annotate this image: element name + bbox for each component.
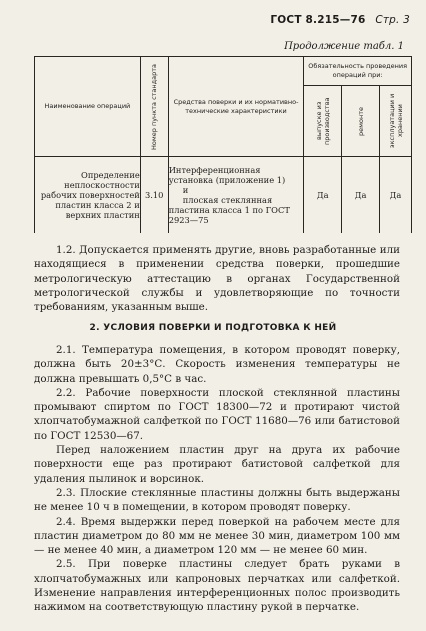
table-row (35, 157, 412, 233)
standard-number: ГОСТ 8.215—76 (270, 14, 366, 26)
header-release: выпуске из производства (304, 86, 342, 157)
page-number: Стр. 3 (375, 14, 410, 26)
table-caption: Продолжение табл. 1 (284, 41, 404, 52)
cell-operation-storage: Да (380, 157, 412, 233)
paragraph-2-1: 2.1. Температура помещения, в котором проводят поверку, должна быть 20±3°С. Скорость изменения температуры не должна превышать 0,5°С в час. (34, 344, 400, 385)
cell-repair: Да (342, 157, 380, 233)
cell-operation: Определение неплоскостности рабочих поверхностей пластин класса 2 и верхних пластин (35, 157, 141, 233)
means-line-1: Интерференционная установка (приложение 1) (168, 164, 286, 185)
header-obligation-group: Обязательность проведения операций при: (304, 57, 412, 86)
means-and: и (182, 184, 189, 195)
cell-release: Да (304, 157, 342, 233)
section-2-body (34, 343, 400, 615)
means-line-2: плоская стеклянная пластина класса 1 по ГОСТ 2923—75 (168, 194, 290, 225)
paragraph-2-3: 2.3. Плоские стеклянные пластины должны быть выдержаны не менее 10 ч в помещении, в котором проводят поверку. (34, 486, 400, 514)
table-header-row (35, 57, 412, 86)
paragraph-2-4: 2.4. Время выдержки перед поверкой на рабочем месте для пластин диаметром до 80 мм не менее 30 мин, диаметром 100 мм — не менее 40 мин, а диаметром 120 мм — не менее 60 мин. (34, 515, 400, 557)
cell-item-number: 3.10 (140, 157, 168, 233)
header-means: Средства поверки и их нормативно-технические характеристики (168, 57, 304, 157)
header-operations: Наименование операций (35, 57, 141, 157)
section-2-title: 2. УСЛОВИЯ ПОВЕРКИ И ПОДГОТОВКА К НЕЙ (89, 323, 337, 333)
header-repair: ремонте (342, 86, 380, 157)
paragraph-2-5: 2.5. При поверке пластины следует брать руками в хлопчатобумажных или капроновых перчатках или салфеткой. Изменение направления интерференционных полос производить нажимом на соответствующую пластину рукой в перчатке. (34, 558, 400, 614)
paragraph-2-2-continued: Перед наложением пластин друг на друга их рабочие поверхности еще раз протирают батистовой салфеткой для удаления пылинок и ворсинок. (34, 444, 400, 485)
header-operation-storage: эксплуатации и хранении (380, 86, 412, 157)
paragraph-2-2: 2.2. Рабочие поверхности плоской стеклянной пластины промывают спиртом по ГОСТ 18300—72 и протирают чистой хлопчатобумажной салфеткой по ГОСТ 11680—76 или батистовой по ГОСТ 12530—67. (34, 386, 400, 442)
header-item-number: Номер пункта стандарта (140, 57, 168, 157)
cell-means (168, 157, 304, 233)
verification-table (34, 56, 412, 233)
paragraph-1-2: 1.2. Допускается применять другие, вновь разработанные или находящиеся в применении средства поверки, прошедшие метрологическую аттестацию в органах Государственной метрологической службы и удовлетворяющие по точности требованиям, указанным выше. (34, 244, 400, 314)
running-header (270, 14, 410, 26)
